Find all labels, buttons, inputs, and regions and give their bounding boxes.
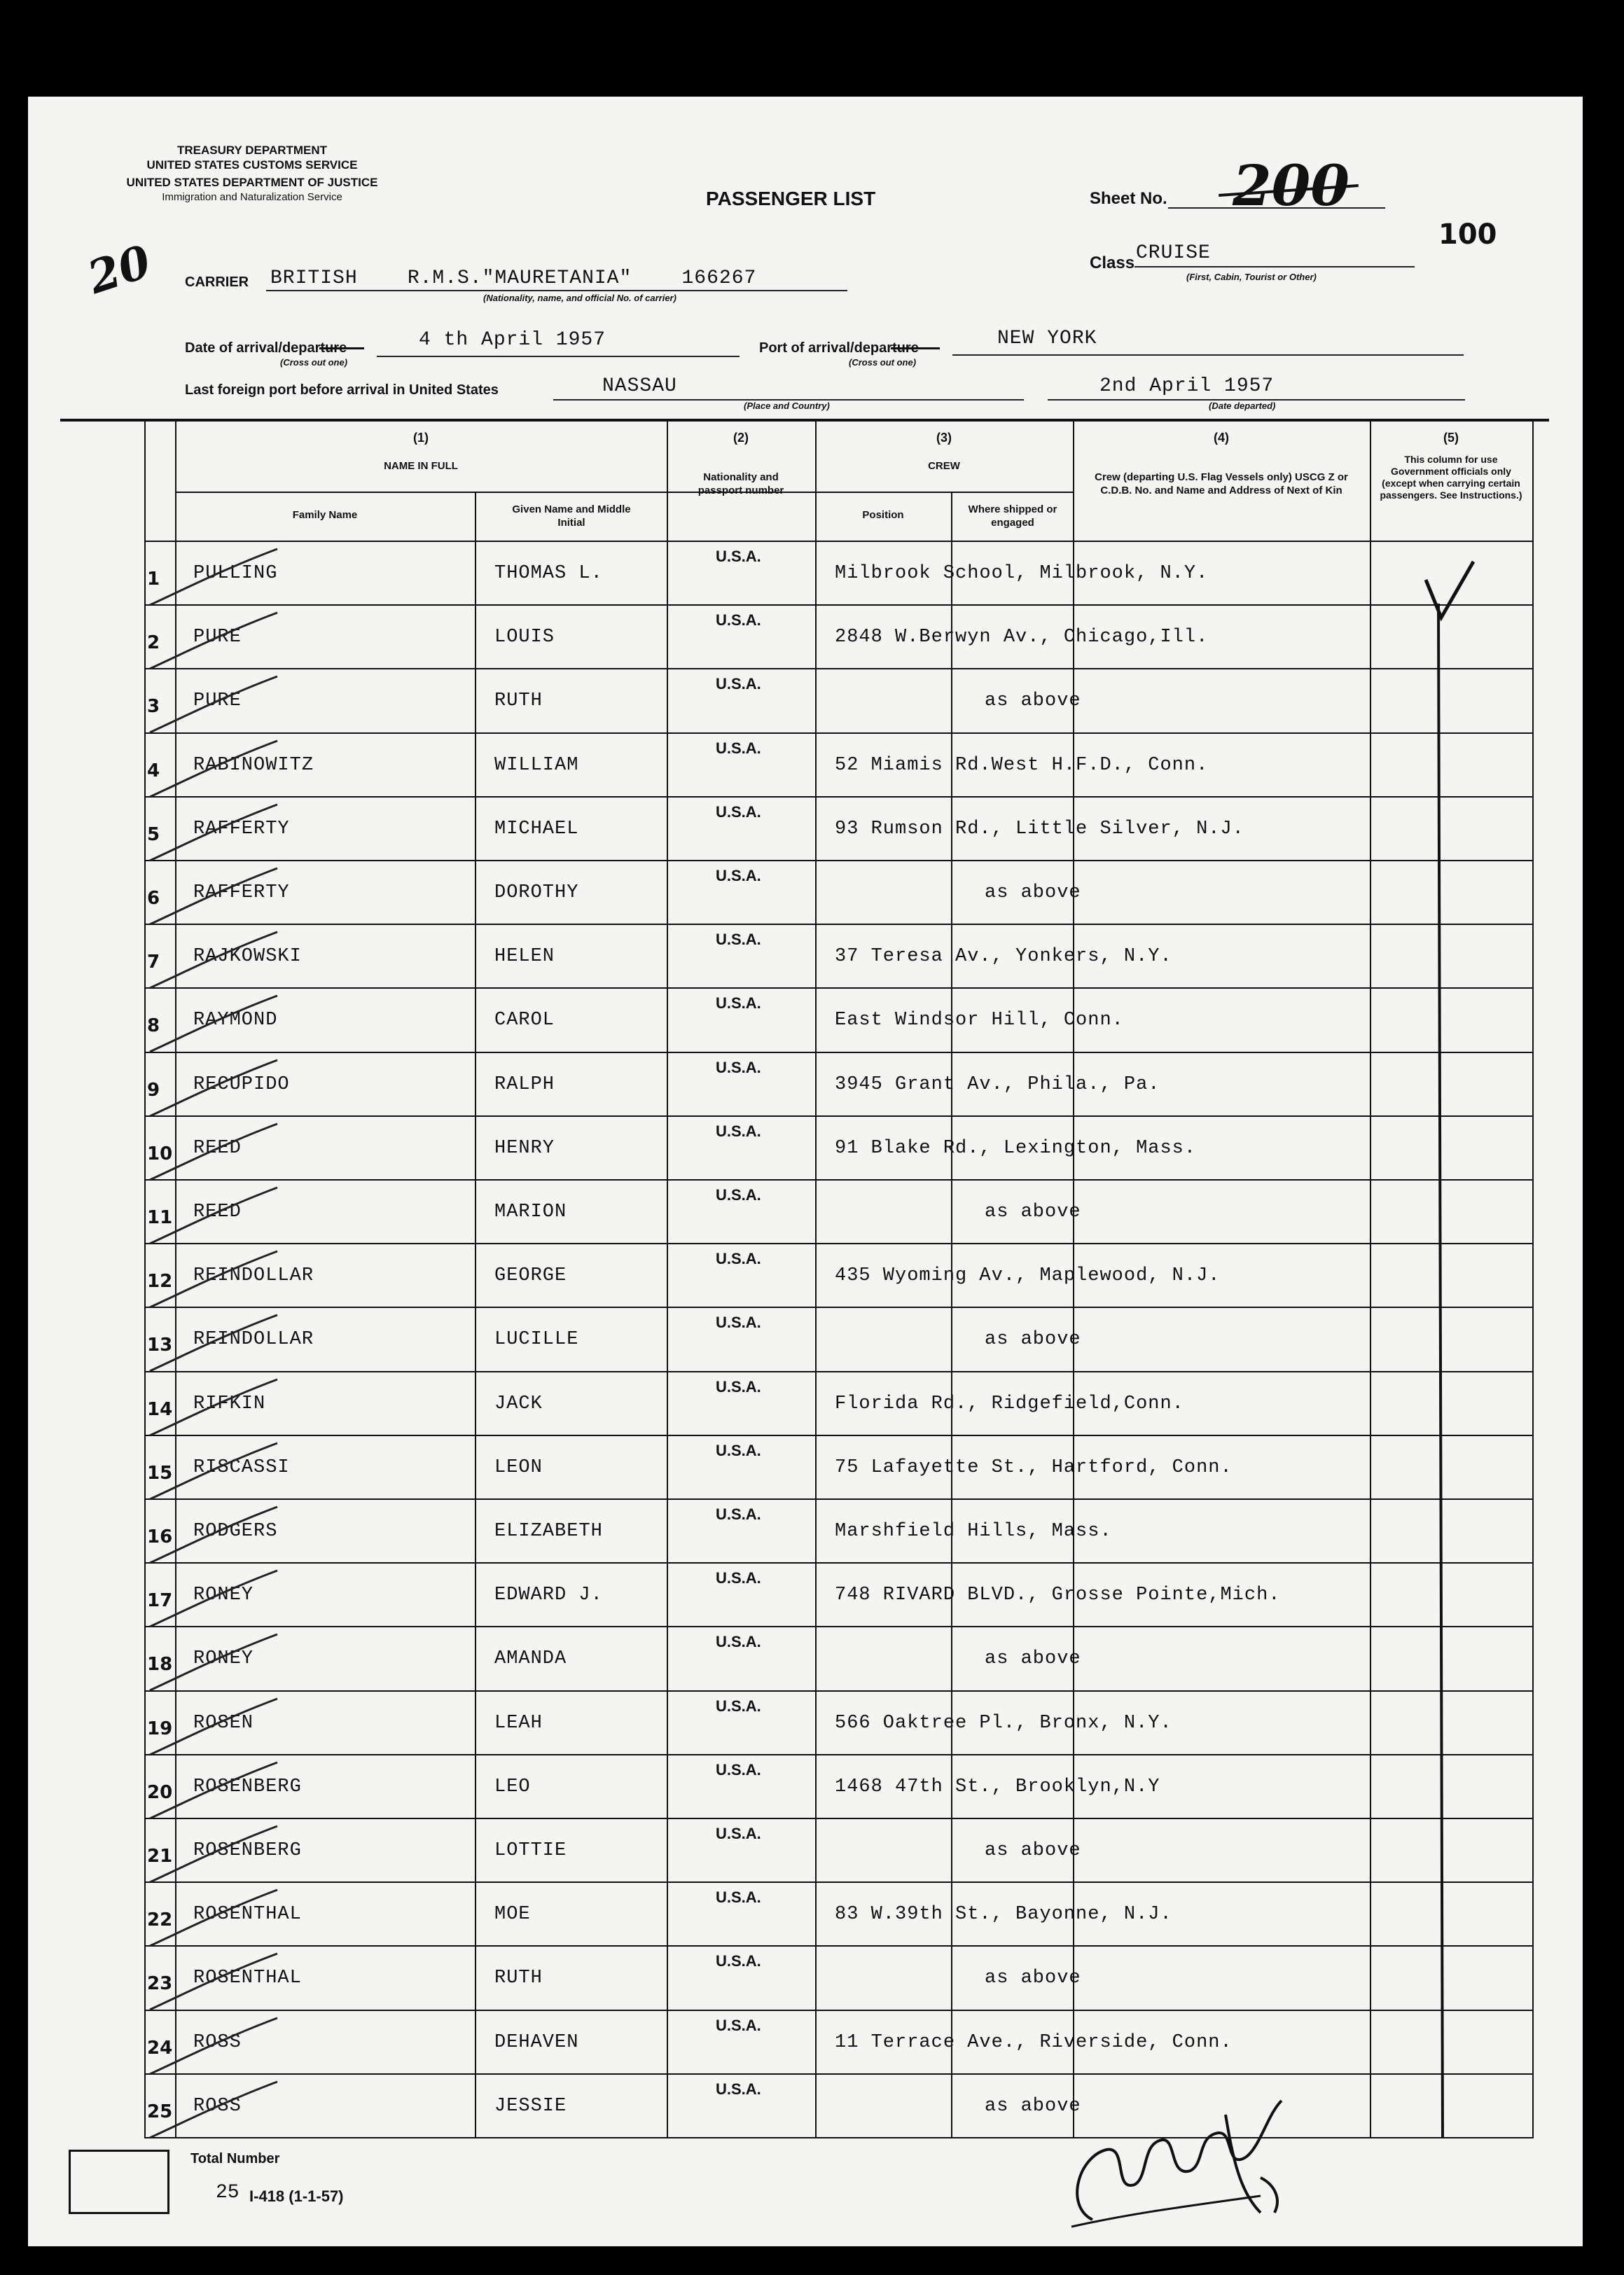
given-name-header: Given Name and Middle Initial: [512, 503, 631, 529]
agency-line: TREASURY DEPARTMENT: [176, 144, 328, 157]
nationality-header: Nationality and passport number: [698, 471, 784, 496]
table-row: [144, 987, 1534, 1051]
row-number: 17: [147, 1590, 173, 1612]
check-stroke-icon: [144, 1632, 284, 1695]
foreign-port-caption: (Place and Country): [744, 401, 830, 411]
table-row: [144, 1371, 1534, 1435]
col1-num: (1): [413, 431, 429, 445]
row-number: 15: [147, 1462, 173, 1484]
address-cell: as above: [985, 882, 1081, 903]
inspector-signature: [1050, 2073, 1317, 2241]
margin-mark: 20: [81, 235, 158, 305]
table-row: [144, 860, 1534, 924]
row-number: 4: [147, 760, 160, 781]
given-name-cell: CAROL: [494, 1010, 555, 1031]
nationality-cell: U.S.A.: [716, 1697, 761, 1715]
sheet-label: Sheet No.: [1090, 189, 1167, 208]
family-name-cell: PULLING: [193, 563, 278, 584]
given-name-cell: EDWARD J.: [494, 1585, 603, 1606]
address-cell: as above: [985, 1648, 1081, 1670]
date-line: [377, 356, 740, 357]
family-name-cell: RAJKOWSKI: [193, 946, 302, 968]
given-name-cell: MOE: [494, 1904, 531, 1926]
nationality-cell: U.S.A.: [716, 931, 761, 949]
family-name-cell: RONEY: [193, 1585, 254, 1606]
check-stroke-icon: [144, 1121, 284, 1184]
family-name-cell: ROSENBERG: [193, 1776, 302, 1797]
given-name-cell: LEO: [494, 1776, 531, 1797]
shipped-header: Where shipped or engaged: [968, 503, 1057, 529]
nationality-cell: U.S.A.: [716, 994, 761, 1013]
check-stroke-icon: [144, 1951, 284, 2014]
carrier-value: BRITISH R.M.S."MAURETANIA" 166267: [270, 267, 757, 289]
nationality-cell: U.S.A.: [716, 548, 761, 565]
given-name-cell: DEHAVEN: [494, 2031, 579, 2053]
class-caption: (First, Cabin, Tourist or Other): [1186, 272, 1317, 282]
table-row: [144, 1243, 1534, 1307]
family-name-header: Family Name: [292, 509, 358, 521]
carrier-caption: (Nationality, name, and official No. of carrier): [483, 293, 676, 303]
check-stroke-icon: [144, 738, 284, 801]
nationality-cell: U.S.A.: [716, 1633, 761, 1651]
total-box: [69, 2150, 169, 2214]
agency-header: [84, 143, 420, 204]
address-cell: Marshfield Hills, Mass.: [835, 1521, 1112, 1542]
table-row: [144, 1626, 1534, 1690]
family-name-cell: ROSEN: [193, 1712, 254, 1734]
row-number: 11: [147, 1207, 173, 1228]
table-row: [144, 1881, 1534, 1945]
given-name-cell: AMANDA: [494, 1648, 567, 1670]
port-strike: [891, 347, 940, 349]
check-stroke-icon: [144, 2015, 284, 2078]
table-row: [144, 1818, 1534, 1881]
crew-header: CREW: [928, 460, 960, 472]
date-value: 4 th April 1957: [419, 329, 606, 351]
table-row: [144, 2073, 1534, 2137]
given-name-cell: RUTH: [494, 690, 543, 712]
check-stroke-icon: [144, 1504, 284, 1567]
check-stroke-icon: [144, 929, 284, 992]
given-name-cell: JESSIE: [494, 2095, 567, 2117]
address-cell: 748 RIVARD BLVD., Grosse Pointe,Mich.: [835, 1585, 1281, 1606]
page-number: 100: [1438, 218, 1497, 251]
table-row: [144, 732, 1534, 796]
address-cell: Milbrook School, Milbrook, N.Y.: [835, 563, 1209, 584]
address-cell: as above: [985, 690, 1081, 712]
table-row: [144, 796, 1534, 860]
nationality-cell: U.S.A.: [716, 739, 761, 757]
row-number: 2: [147, 632, 160, 654]
row-number: 5: [147, 823, 160, 845]
check-stroke-icon: [144, 802, 284, 865]
table-row: [144, 1945, 1534, 2009]
sheet-number-struck: 200: [1233, 153, 1349, 218]
address-cell: 11 Terrace Ave., Riverside, Conn.: [835, 2031, 1233, 2053]
family-name-cell: ROSENTHAL: [193, 1904, 302, 1926]
nationality-cell: U.S.A.: [716, 1058, 761, 1076]
address-cell: as above: [985, 2095, 1081, 2117]
nationality-cell: U.S.A.: [716, 1186, 761, 1204]
nationality-cell: U.S.A.: [716, 1888, 761, 1907]
port-label: Port of arrival/departure: [759, 340, 919, 356]
family-name-cell: REED: [193, 1137, 242, 1159]
foreign-port-value: NASSAU: [602, 375, 677, 397]
address-cell: 83 W.39th St., Bayonne, N.J.: [835, 1904, 1172, 1926]
table-row: [144, 604, 1534, 668]
date-departed-caption: (Date departed): [1209, 401, 1276, 411]
table-row: [144, 924, 1534, 987]
address-cell: 2848 W.Berwyn Av., Chicago,Ill.: [835, 627, 1209, 648]
table-row: [144, 1179, 1534, 1243]
class-value: CRUISE: [1136, 242, 1211, 264]
given-name-cell: LOUIS: [494, 627, 555, 648]
given-name-cell: GEORGE: [494, 1265, 567, 1287]
given-name-cell: HENRY: [494, 1137, 555, 1159]
table-row: [144, 541, 1534, 604]
col4-num: (4): [1214, 431, 1229, 445]
check-stroke-icon: [144, 2079, 284, 2142]
family-name-cell: RAFFERTY: [193, 818, 290, 840]
row-number: 23: [147, 1973, 173, 1995]
table-row: [144, 1754, 1534, 1818]
given-name-cell: RUTH: [494, 1968, 543, 1989]
row-number: 3: [147, 696, 160, 718]
row-number: 25: [147, 2101, 173, 2122]
check-stroke-icon: [144, 1312, 284, 1375]
form-number: I-418 (1-1-57): [249, 2187, 344, 2205]
given-name-cell: DOROTHY: [494, 882, 579, 903]
check-stroke-icon: [144, 1440, 284, 1503]
family-name-cell: ROSENBERG: [193, 1840, 302, 1861]
total-value: 25: [216, 2182, 240, 2204]
family-name-cell: PURE: [193, 627, 242, 648]
agency-line: UNITED STATES CUSTOMS SERVICE: [146, 158, 358, 172]
given-name-cell: LOTTIE: [494, 1840, 567, 1861]
row-number: 18: [147, 1654, 173, 1676]
row-number: 21: [147, 1846, 173, 1867]
subheader-line: [815, 492, 1073, 493]
nationality-cell: U.S.A.: [716, 1569, 761, 1587]
given-name-cell: HELEN: [494, 946, 555, 968]
check-stroke-icon: [144, 1568, 284, 1631]
date-departed-value: 2nd April 1957: [1099, 375, 1275, 397]
class-line: [1134, 266, 1415, 267]
family-name-cell: RECUPIDO: [193, 1073, 290, 1095]
nationality-cell: U.S.A.: [716, 1505, 761, 1523]
family-name-cell: RAFFERTY: [193, 882, 290, 903]
row-divider: [144, 2137, 1534, 2138]
address-cell: as above: [985, 1968, 1081, 1989]
family-name-cell: REED: [193, 1202, 242, 1223]
check-stroke-icon: [144, 1823, 284, 1886]
address-cell: 52 Miamis Rd.West H.F.D., Conn.: [835, 754, 1209, 776]
row-number: 13: [147, 1335, 173, 1356]
table-row: [144, 1562, 1534, 1626]
passenger-table: [144, 422, 1534, 2137]
row-number: 8: [147, 1015, 160, 1037]
nationality-cell: U.S.A.: [716, 2016, 761, 2034]
address-cell: Florida Rd., Ridgefield,Conn.: [835, 1393, 1184, 1414]
table-row: [144, 668, 1534, 732]
position-header: Position: [862, 509, 904, 521]
family-name-cell: ROSS: [193, 2031, 242, 2053]
date-strike: [319, 347, 364, 349]
nationality-cell: U.S.A.: [716, 1377, 761, 1396]
col1-title: NAME IN FULL: [384, 460, 458, 472]
given-name-cell: WILLIAM: [494, 754, 579, 776]
family-name-cell: RAYMOND: [193, 1010, 278, 1031]
address-cell: East Windsor Hill, Conn.: [835, 1010, 1124, 1031]
family-name-cell: REINDOLLAR: [193, 1329, 314, 1351]
port-value: NEW YORK: [997, 328, 1097, 349]
nationality-cell: U.S.A.: [716, 1760, 761, 1779]
address-cell: 566 Oaktree Pl., Bronx, N.Y.: [835, 1712, 1172, 1734]
table-row: [144, 1690, 1534, 1754]
given-name-cell: LEAH: [494, 1712, 543, 1734]
row-number: 7: [147, 952, 160, 973]
row-number: 1: [147, 569, 160, 590]
nationality-cell: U.S.A.: [716, 1952, 761, 1970]
given-name-cell: JACK: [494, 1393, 543, 1414]
check-stroke-icon: [144, 610, 284, 673]
address-cell: 435 Wyoming Av., Maplewood, N.J.: [835, 1265, 1221, 1287]
table-row: [144, 2010, 1534, 2073]
col5-num: (5): [1443, 431, 1459, 445]
class-label: Class: [1090, 253, 1135, 272]
table-row: [144, 1052, 1534, 1115]
address-cell: as above: [985, 1840, 1081, 1861]
table-row: [144, 1498, 1534, 1562]
address-cell: as above: [985, 1329, 1081, 1351]
check-stroke-icon: [144, 865, 284, 928]
family-name-cell: RISCASSI: [193, 1456, 290, 1478]
given-name-cell: RALPH: [494, 1073, 555, 1095]
family-name-cell: RODGERS: [193, 1521, 278, 1542]
address-cell: 91 Blake Rd., Lexington, Mass.: [835, 1137, 1197, 1159]
check-stroke-icon: [144, 1185, 284, 1248]
nationality-cell: U.S.A.: [716, 611, 761, 629]
nationality-cell: U.S.A.: [716, 1825, 761, 1842]
table-row: [144, 1435, 1534, 1498]
official-use-header: This column for use Government officials only (except when carrying certain passengers. See Instructions.): [1380, 454, 1522, 501]
carrier-line: [266, 290, 847, 291]
agency-line: UNITED STATES DEPARTMENT OF JUSTICE: [126, 176, 378, 189]
tally-line: [1426, 604, 1454, 2144]
date-label: Date of arrival/departure: [185, 340, 347, 356]
next-of-kin-header: Crew (departing U.S. Flag Vessels only) USCG Z or C.D.B. No. and Name and Address of Next of Kin: [1095, 471, 1348, 496]
given-name-cell: MICHAEL: [494, 818, 579, 840]
row-number: 14: [147, 1398, 173, 1420]
row-number: 6: [147, 888, 160, 909]
nationality-cell: U.S.A.: [716, 1441, 761, 1459]
row-number: 20: [147, 1781, 173, 1803]
address-cell: 1468 47th St., Brooklyn,N.Y: [835, 1776, 1160, 1797]
col3-num: (3): [936, 431, 952, 445]
row-number: 12: [147, 1271, 173, 1293]
nationality-cell: U.S.A.: [716, 675, 761, 693]
check-stroke-icon: [144, 1377, 284, 1440]
row-number: 9: [147, 1079, 160, 1101]
family-name-cell: RONEY: [193, 1648, 254, 1670]
given-name-cell: LEON: [494, 1456, 543, 1478]
check-stroke-icon: [144, 1696, 284, 1759]
date-caption: (Cross out one): [280, 357, 348, 368]
given-name-cell: MARION: [494, 1202, 567, 1223]
nationality-cell: U.S.A.: [716, 802, 761, 821]
family-name-cell: PURE: [193, 690, 242, 712]
check-stroke-icon: [144, 1248, 284, 1312]
given-name-cell: THOMAS L.: [494, 563, 603, 584]
col2-num: (2): [733, 431, 749, 445]
row-number: 22: [147, 1909, 173, 1931]
table-row: [144, 1115, 1534, 1179]
check-stroke-icon: [144, 674, 284, 737]
form-title: PASSENGER LIST: [706, 188, 876, 209]
nationality-cell: U.S.A.: [716, 1122, 761, 1140]
family-name-cell: RIFKIN: [193, 1393, 266, 1414]
family-name-cell: ROSS: [193, 2095, 242, 2117]
check-stroke-icon: [144, 1760, 284, 1823]
address-cell: as above: [985, 1202, 1081, 1223]
family-name-cell: RABINOWITZ: [193, 754, 314, 776]
nationality-cell: U.S.A.: [716, 1250, 761, 1268]
address-cell: 75 Lafayette St., Hartford, Conn.: [835, 1456, 1233, 1478]
total-label: Total Number: [190, 2151, 280, 2166]
check-stroke-icon: [144, 1057, 284, 1120]
address-cell: 3945 Grant Av., Phila., Pa.: [835, 1073, 1160, 1095]
row-number: 10: [147, 1143, 173, 1164]
row-number: 24: [147, 2037, 173, 2059]
row-number: 16: [147, 1526, 173, 1547]
nationality-cell: U.S.A.: [716, 2080, 761, 2098]
address-cell: 37 Teresa Av., Yonkers, N.Y.: [835, 946, 1172, 968]
given-name-cell: LUCILLE: [494, 1329, 579, 1351]
family-name-cell: ROSENTHAL: [193, 1968, 302, 1989]
address-cell: 93 Rumson Rd., Little Silver, N.J.: [835, 818, 1244, 840]
given-name-cell: ELIZABETH: [494, 1521, 603, 1542]
nationality-cell: U.S.A.: [716, 867, 761, 884]
check-stroke-icon: [144, 1887, 284, 1950]
foreign-port-label: Last foreign port before arrival in United States: [185, 382, 499, 398]
table-row: [144, 1307, 1534, 1370]
nationality-cell: U.S.A.: [716, 1314, 761, 1332]
check-stroke-icon: [144, 546, 284, 609]
port-line: [952, 354, 1464, 356]
family-name-cell: REINDOLLAR: [193, 1265, 314, 1287]
carrier-label: CARRIER: [185, 274, 249, 290]
port-caption: (Cross out one): [849, 357, 917, 368]
row-number: 19: [147, 1718, 173, 1739]
agency-line: Immigration and Naturalization Service: [162, 191, 342, 203]
check-stroke-icon: [144, 993, 284, 1056]
